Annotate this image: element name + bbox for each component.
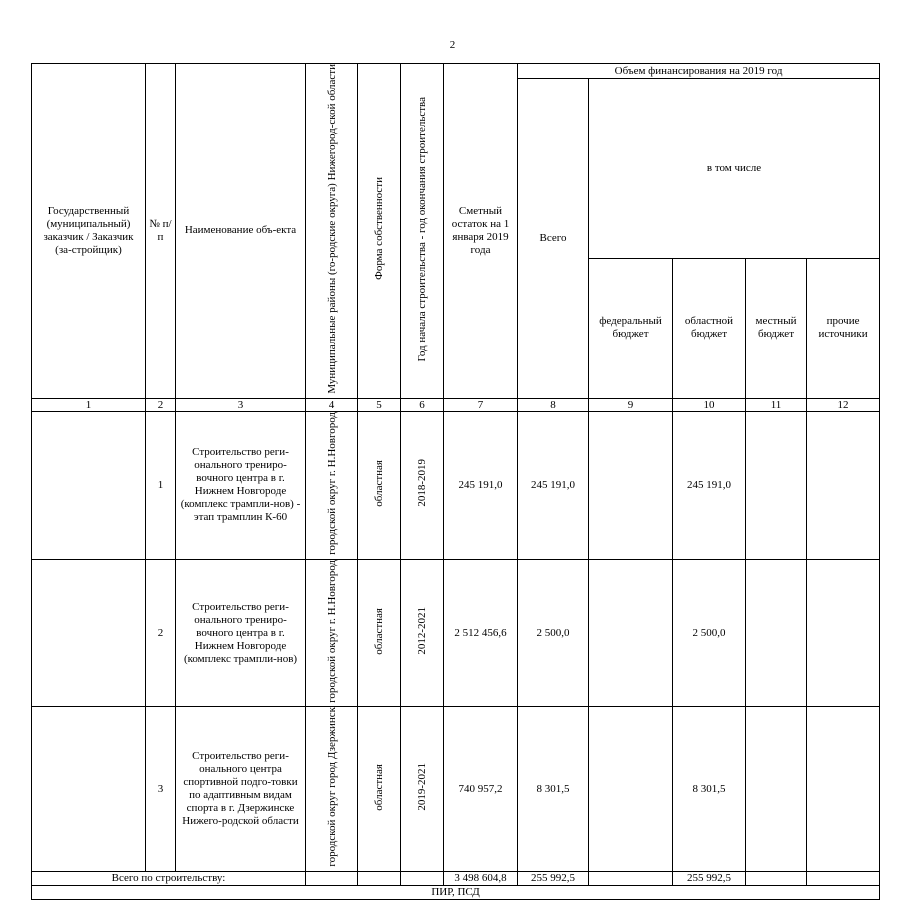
row-federal — [589, 559, 673, 707]
row-total: 2 500,0 — [518, 559, 589, 707]
header-object-name: Наименование объ-екта — [176, 64, 306, 399]
row-ownership-text: областная — [373, 459, 385, 507]
row-customer — [32, 559, 146, 707]
row-district — [306, 707, 358, 872]
row-total: 245 191,0 — [518, 411, 589, 559]
row-num: 1 — [146, 411, 176, 559]
col-number: 3 — [176, 398, 306, 411]
header-customer: Государственный (муниципальный) заказчик / Заказчик (за-стройщик) — [32, 64, 146, 399]
header-num: № п/п — [146, 64, 176, 399]
row-other — [807, 707, 880, 872]
col-number: 6 — [401, 398, 444, 411]
col-number: 12 — [807, 398, 880, 411]
row-local — [746, 707, 807, 872]
row-years-text: 2012-2021 — [416, 607, 428, 655]
row-num: 3 — [146, 707, 176, 872]
row-district-text: городской округ г. Н.Новгород — [325, 411, 338, 555]
row-district-text: городской округ город Дзержинск — [325, 707, 338, 868]
col-number: 2 — [146, 398, 176, 411]
table-row — [32, 707, 880, 872]
row-balance: 2 512 456,6 — [444, 559, 518, 707]
row-other — [807, 411, 880, 559]
header-total: Всего — [518, 79, 589, 399]
header-regional: областной бюджет — [673, 258, 746, 398]
totals-empty — [306, 872, 358, 886]
col-number: 1 — [32, 398, 146, 411]
row-other — [807, 559, 880, 707]
totals-federal — [589, 872, 673, 886]
header-district-text: Муниципальные районы (го-родские округа) Нижегород-ской области — [325, 64, 338, 394]
row-regional: 8 301,5 — [673, 707, 746, 872]
row-ownership-text: областная — [373, 763, 385, 811]
row-ownership — [358, 707, 401, 872]
col-number: 4 — [306, 398, 358, 411]
financing-table — [31, 63, 880, 900]
header-including: в том числе — [589, 79, 880, 259]
col-number: 10 — [673, 398, 746, 411]
header-years — [401, 64, 444, 399]
table-row — [32, 411, 880, 559]
row-federal — [589, 411, 673, 559]
header-ownership — [358, 64, 401, 399]
header-district — [306, 64, 358, 399]
row-years — [401, 411, 444, 559]
row-object-name: Строительство реги-онального трениро-вочного центра в г. Нижнем Новгороде (комплекс трампли-нов) - этап трамплин К-60 — [176, 411, 306, 559]
row-object-name: Строительство реги-онального центра спортивной подго-товки по адаптивным видам спорта в г. Дзержинске Нижего-родской области — [176, 707, 306, 872]
row-district-text: городской округ г. Н.Новгород — [325, 559, 338, 703]
row-balance: 740 957,2 — [444, 707, 518, 872]
section-row — [32, 886, 880, 900]
totals-row — [32, 872, 880, 886]
col-number: 7 — [444, 398, 518, 411]
header-other: прочие источники — [807, 258, 880, 398]
totals-regional: 255 992,5 — [673, 872, 746, 886]
header-years-text: Год начала строительства - год окончания строительства — [416, 96, 428, 362]
totals-empty — [358, 872, 401, 886]
row-customer — [32, 411, 146, 559]
row-years-text: 2019-2021 — [416, 763, 428, 812]
row-district — [306, 411, 358, 559]
row-total: 8 301,5 — [518, 707, 589, 872]
row-years — [401, 559, 444, 707]
section-title: ПИР, ПСД — [32, 886, 880, 900]
totals-balance: 3 498 604,8 — [444, 872, 518, 886]
row-ownership — [358, 559, 401, 707]
row-ownership-text: областная — [373, 607, 385, 655]
totals-empty — [401, 872, 444, 886]
row-local — [746, 559, 807, 707]
row-num: 2 — [146, 559, 176, 707]
totals-other — [807, 872, 880, 886]
header-federal: федеральный бюджет — [589, 258, 673, 398]
col-number: 5 — [358, 398, 401, 411]
col-number: 11 — [746, 398, 807, 411]
header-financing-title: Объем финансирования на 2019 год — [518, 64, 880, 79]
row-district — [306, 559, 358, 707]
row-federal — [589, 707, 673, 872]
totals-label: Всего по строительству: — [32, 872, 306, 886]
page-number: 2 — [449, 39, 456, 51]
row-customer — [32, 707, 146, 872]
header-local: местный бюджет — [746, 258, 807, 398]
row-years — [401, 707, 444, 872]
header-balance: Сметный остаток на 1 января 2019 года — [444, 64, 518, 399]
row-ownership — [358, 411, 401, 559]
col-number: 8 — [518, 398, 589, 411]
row-local — [746, 411, 807, 559]
totals-total: 255 992,5 — [518, 872, 589, 886]
row-regional: 245 191,0 — [673, 411, 746, 559]
col-number: 9 — [589, 398, 673, 411]
column-numbers-row — [32, 398, 880, 411]
row-balance: 245 191,0 — [444, 411, 518, 559]
header-row-1 — [32, 64, 880, 79]
totals-local — [746, 872, 807, 886]
row-object-name: Строительство реги-онального трениро-вочного центра в г. Нижнем Новгороде (комплекс трампли-нов) — [176, 559, 306, 707]
header-ownership-text: Форма собственности — [373, 177, 385, 281]
row-regional: 2 500,0 — [673, 559, 746, 707]
row-years-text: 2018-2019 — [416, 459, 428, 507]
table-row — [32, 559, 880, 707]
